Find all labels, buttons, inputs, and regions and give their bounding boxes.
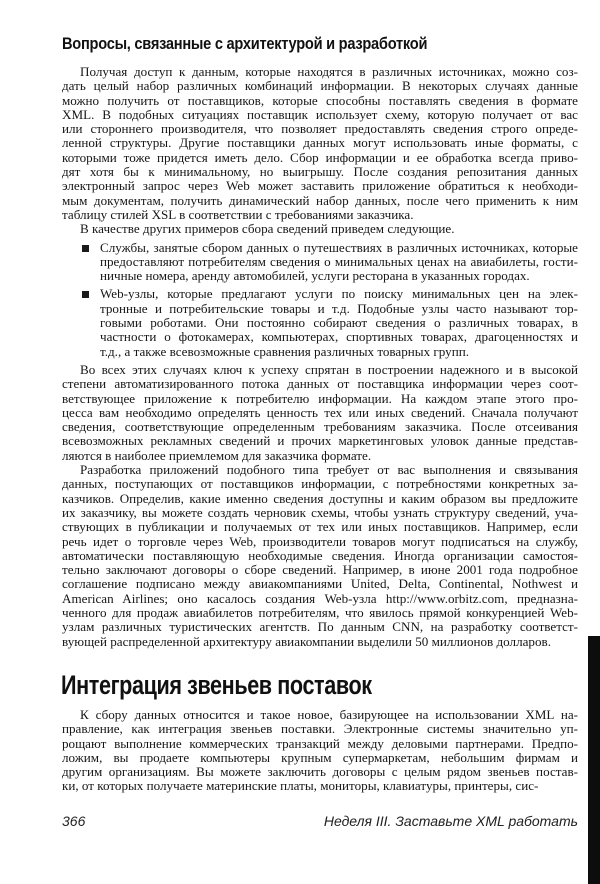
bullet-square-icon <box>82 291 89 298</box>
text-line: ветствующее приложение к потребителю информации. На каждом этапе этого про- <box>62 390 578 406</box>
paragraph <box>62 363 578 463</box>
text-line: частности о фотокамерах, компьютерах, спортивных товарах, драгоценностях и <box>100 329 578 345</box>
bullet-item <box>62 287 578 358</box>
text-line: всевозможных рекламных сведений и прочих маркетинговых уловок данные представ- <box>62 433 578 449</box>
text-line: вующей распределенной архитектуру авиакомпании выделили 50 миллионов долларов. <box>62 633 551 649</box>
text-line: American Airlines; оно касалось создания Web-узла http://www.orbitz.com, предназна- <box>62 590 578 606</box>
text-line: которыми тоже придется иметь дело. Сбор информации и ее обработка всегда приво- <box>62 149 578 165</box>
bullet-square-icon <box>82 245 89 252</box>
paragraph <box>62 463 578 649</box>
text-line: предоставляют потребителям сведения о минимальных ценах на авиабилеты, гости- <box>100 253 578 269</box>
text-line: узлам различных туристических агентств. По данным CNN, на разработку соответст- <box>62 619 578 635</box>
text-line: данных, поступающих от поставщиков информации, с потребностями конкретных за- <box>62 476 578 492</box>
text-line: мым документам, получить динамический набор данных, после чего применить к ним <box>62 192 578 208</box>
text-line: дят хотя бы к минимальному, но выигрышу. После создания репозитания данных <box>62 164 578 180</box>
text-line: говыми роботами. Они постоянно собирают сведения о различных товарах, в <box>100 315 578 331</box>
text-line: степени автоматизированного потока данных от поставщика информации через соот- <box>62 376 578 392</box>
text-line: рощают выполнение коммерческих транзакций между деловыми партнерами. Предпо- <box>62 735 578 751</box>
text-line: Web-узлы, которые предлагают услуги по поиску минимальных цен на элек- <box>100 286 578 302</box>
text-line: автоматически поставляющую необходимые сведения. Иногда организации самостоя- <box>62 547 578 563</box>
text-line: XML. В подобных ситуациях поставщик использует схему, которую получает от вас <box>62 106 578 122</box>
text-line: ничные номера, аренду автомобилей, услуги ресторана в указанных городах. <box>100 268 530 284</box>
text-line: В качестве других примеров сбора сведений приведем следующие. <box>80 221 455 237</box>
text-line: сведения, соответствующие определенным требованиям заказчика. После отсеивания <box>62 419 578 435</box>
text-line: правление, как интеграция звеньев поставки. Электронные системы значительно уп- <box>62 721 578 737</box>
text-line: дать целый набор различных комбинаций информации. В некоторых случаях данные <box>62 78 578 94</box>
section-body-supply-chain <box>62 708 578 794</box>
text-line: электронный запрос через Web может заставить приложение обратиться к необходи- <box>62 178 578 194</box>
paragraph <box>62 708 578 794</box>
text-line: цесса вам необходимо определять ценность тех или иных сведений. Сначала получают <box>62 404 578 420</box>
text-line: ченного для продаж авиабилетов потребителям, что явилось прямой конкуренцией Web- <box>62 604 578 620</box>
text-line: т.д., а также всевозможные сравнения различных товарных групп. <box>100 343 469 359</box>
text-line: ложим, вы продаете компьютеры крупным супермаркетам, небольшим фирмам и <box>62 749 578 765</box>
text-line: их заказчику, вы можете создать черновик схемы, чтобы узнать структуру сведений, уча- <box>62 504 578 520</box>
text-line: соглашение подписано между авиакомпаниями United, Delta, Continental, Nothwest и <box>62 576 578 592</box>
text-line: казчиков. Определив, какие именно сведения доступны и каким образом вы предложите <box>62 490 578 506</box>
text-line: ленной структуры. Другие поставщики данных могут использовать иные форматы, с <box>62 135 578 151</box>
text-line: ляются в наиболее приемлемом для заказчика формате. <box>62 447 372 463</box>
page-edge-thumb-index <box>588 636 600 884</box>
text-line: К сбору данных относится и такое новое, базирующее на использовании XML на- <box>80 707 578 722</box>
bullet-item <box>62 241 578 284</box>
page-number: 366 <box>62 813 86 829</box>
text-line: таблицу стилей XSL в соответствии с требованиями заказчика. <box>62 206 414 222</box>
section-body-architecture <box>62 65 578 649</box>
section-heading-architecture: Вопросы, связанные с архитектурой и разработкой <box>62 34 428 53</box>
paragraph <box>62 65 578 222</box>
text-line: можно получить от поставщиков, которые способны поставлять сведения в формате <box>62 92 578 108</box>
text-line: Службы, занятые сбором данных о путешествиях в различных источниках, которые <box>100 239 578 255</box>
text-line: речь идет о торговле через Web, производители товаров могут подписаться на службу, <box>62 533 578 549</box>
paragraph <box>62 222 578 236</box>
text-line: Разработка приложений подобного типа требует от вас выполнения и связывания <box>80 462 578 478</box>
text-line: тельно заключают договоры о сборе сведений. Например, в июне 2001 года подробное <box>62 562 578 578</box>
text-line: или стороннего производителя, что позволяет предоставлять сведения строго опреде- <box>62 121 578 137</box>
text-line: другим организациям. Вы можете заключить договоры с целым рядом звеньев постав- <box>62 764 578 780</box>
section-heading-supply-chain: Интеграция звеньев поставок <box>61 670 372 700</box>
text-line: Во всех этих случаях ключ к успеху спрятан в построении надежного и в высокой <box>80 361 578 377</box>
text-line: Получая доступ к данным, которые находятся в различных источниках, можно соз- <box>80 64 578 79</box>
running-title: Неделя III. Заставьте XML работать <box>323 813 578 829</box>
text-line: ствующих в публикации и получаемых от тех или иных поставщиков. Например, если <box>62 519 578 535</box>
text-line: тронные и потребительские товары и т.д. Подобные узлы часто называют тор- <box>100 300 578 316</box>
text-line: ки, от которых получаете материнские платы, мониторы, клавиатуры, принтеры, сис- <box>62 778 539 794</box>
